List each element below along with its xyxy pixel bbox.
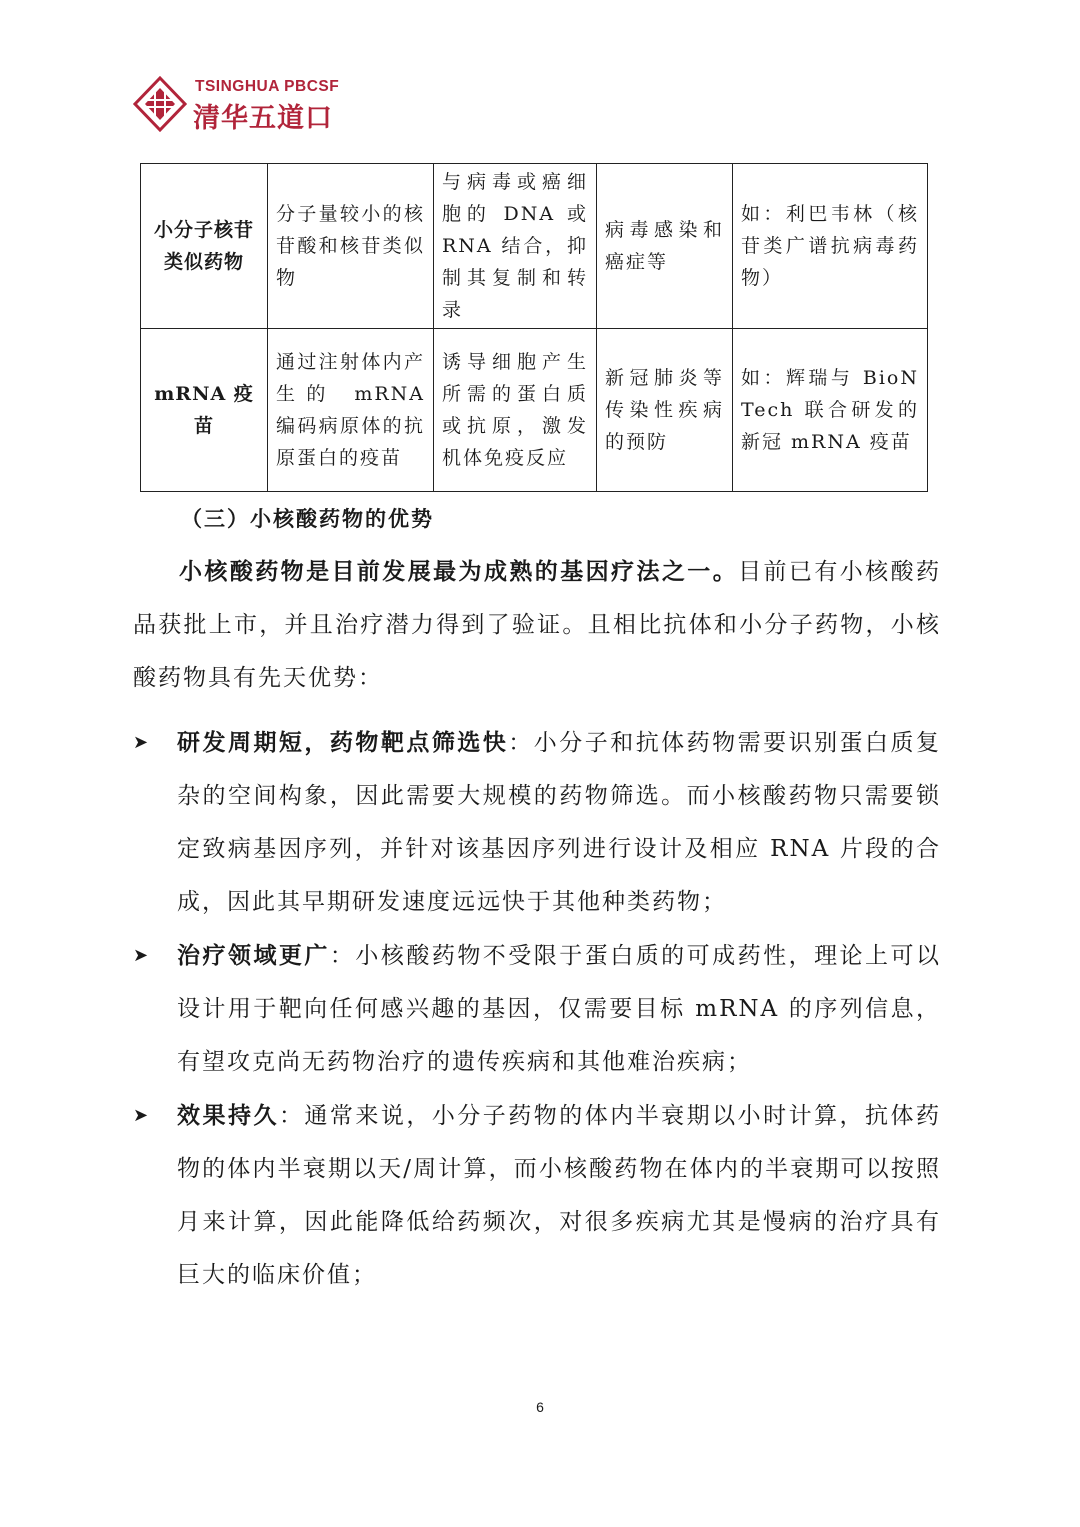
table-cell-example: 如：辉瑞与 BioNTech 联合研发的新冠 mRNA 疫苗 [733, 329, 928, 492]
logo-text-en: TSINGHUA PBCSF [195, 78, 340, 95]
advantage-term: 效果持久 [177, 1102, 279, 1129]
table-row [141, 164, 928, 329]
table-cell-name: mRNA 疫苗 [141, 329, 268, 492]
intro-paragraph [133, 545, 941, 705]
list-item [133, 1089, 941, 1302]
table-cell-name: 小分子核苷类似药物 [141, 164, 268, 329]
logo [133, 76, 373, 136]
advantage-text: ：小核酸药物不受限于蛋白质的可成药性，理论上可以设计用于靶向任何感兴趣的基因，仅需要目标 mRNA 的序列信息，有望攻克尚无药物治疗的遗传疾病和其他难治疾病； [177, 943, 942, 1075]
advantage-term: 研发周期短，药物靶点筛选快 [177, 729, 509, 756]
advantage-list [133, 716, 941, 1302]
advantage-text: ：通常来说，小分子药物的体内半衰期以小时计算，抗体药物的体内半衰期以天/周计算，而小核酸药物在体内的半衰期可以按照月来计算，因此能降低给药频次，对很多疾病尤其是慢病的治疗具有巨大的临床价值； [177, 1103, 942, 1288]
logo-mark-icon [133, 76, 187, 132]
table-cell-description: 分子量较小的核苷酸和核苷类似物 [268, 164, 434, 329]
logo-text-cn: 清华五道口 [193, 103, 333, 134]
arrow-bullet-icon: ➤ [133, 945, 151, 966]
list-item [133, 929, 941, 1089]
drug-comparison-table [140, 163, 928, 492]
table-cell-mechanism: 诱导细胞产生所需的蛋白质或抗原，激发机体免疫反应 [434, 329, 597, 492]
intro-text: 目前已有小核酸药品获批上市，并且治疗潜力得到了验证。且相比抗体和小分子药物，小核酸药物具有先天优势： [133, 559, 942, 691]
advantage-term: 治疗领域更广 [177, 942, 330, 969]
table-cell-description: 通过注射体内产生的 mRNA 编码病原体的抗原蛋白的疫苗 [268, 329, 434, 492]
page-number: 6 [536, 1399, 544, 1415]
list-item [133, 716, 941, 929]
intro-lead: 小核酸药物是目前发展最为成熟的基因疗法之一。 [179, 558, 739, 585]
table-cell-example: 如：利巴韦林（核苷类广谱抗病毒药物） [733, 164, 928, 329]
table-row [141, 329, 928, 492]
advantage-text: ：小分子和抗体药物需要识别蛋白质复杂的空间构象，因此需要大规模的药物筛选。而小核酸药物只需要锁定致病基因序列，并针对该基因序列进行设计及相应 RNA 片段的合成，因此其早期研发速度远远快于其他种类药物； [177, 730, 942, 915]
table-cell-mechanism: 与病毒或癌细胞的 DNA 或 RNA 结合，抑制其复制和转录 [434, 164, 597, 329]
arrow-bullet-icon: ➤ [133, 1105, 151, 1126]
table-cell-indication: 新冠肺炎等传染性疾病的预防 [597, 329, 733, 492]
section-title: （三）小核酸药物的优势 [181, 506, 434, 531]
arrow-bullet-icon: ➤ [133, 732, 151, 753]
table-cell-indication: 病毒感染和癌症等 [597, 164, 733, 329]
